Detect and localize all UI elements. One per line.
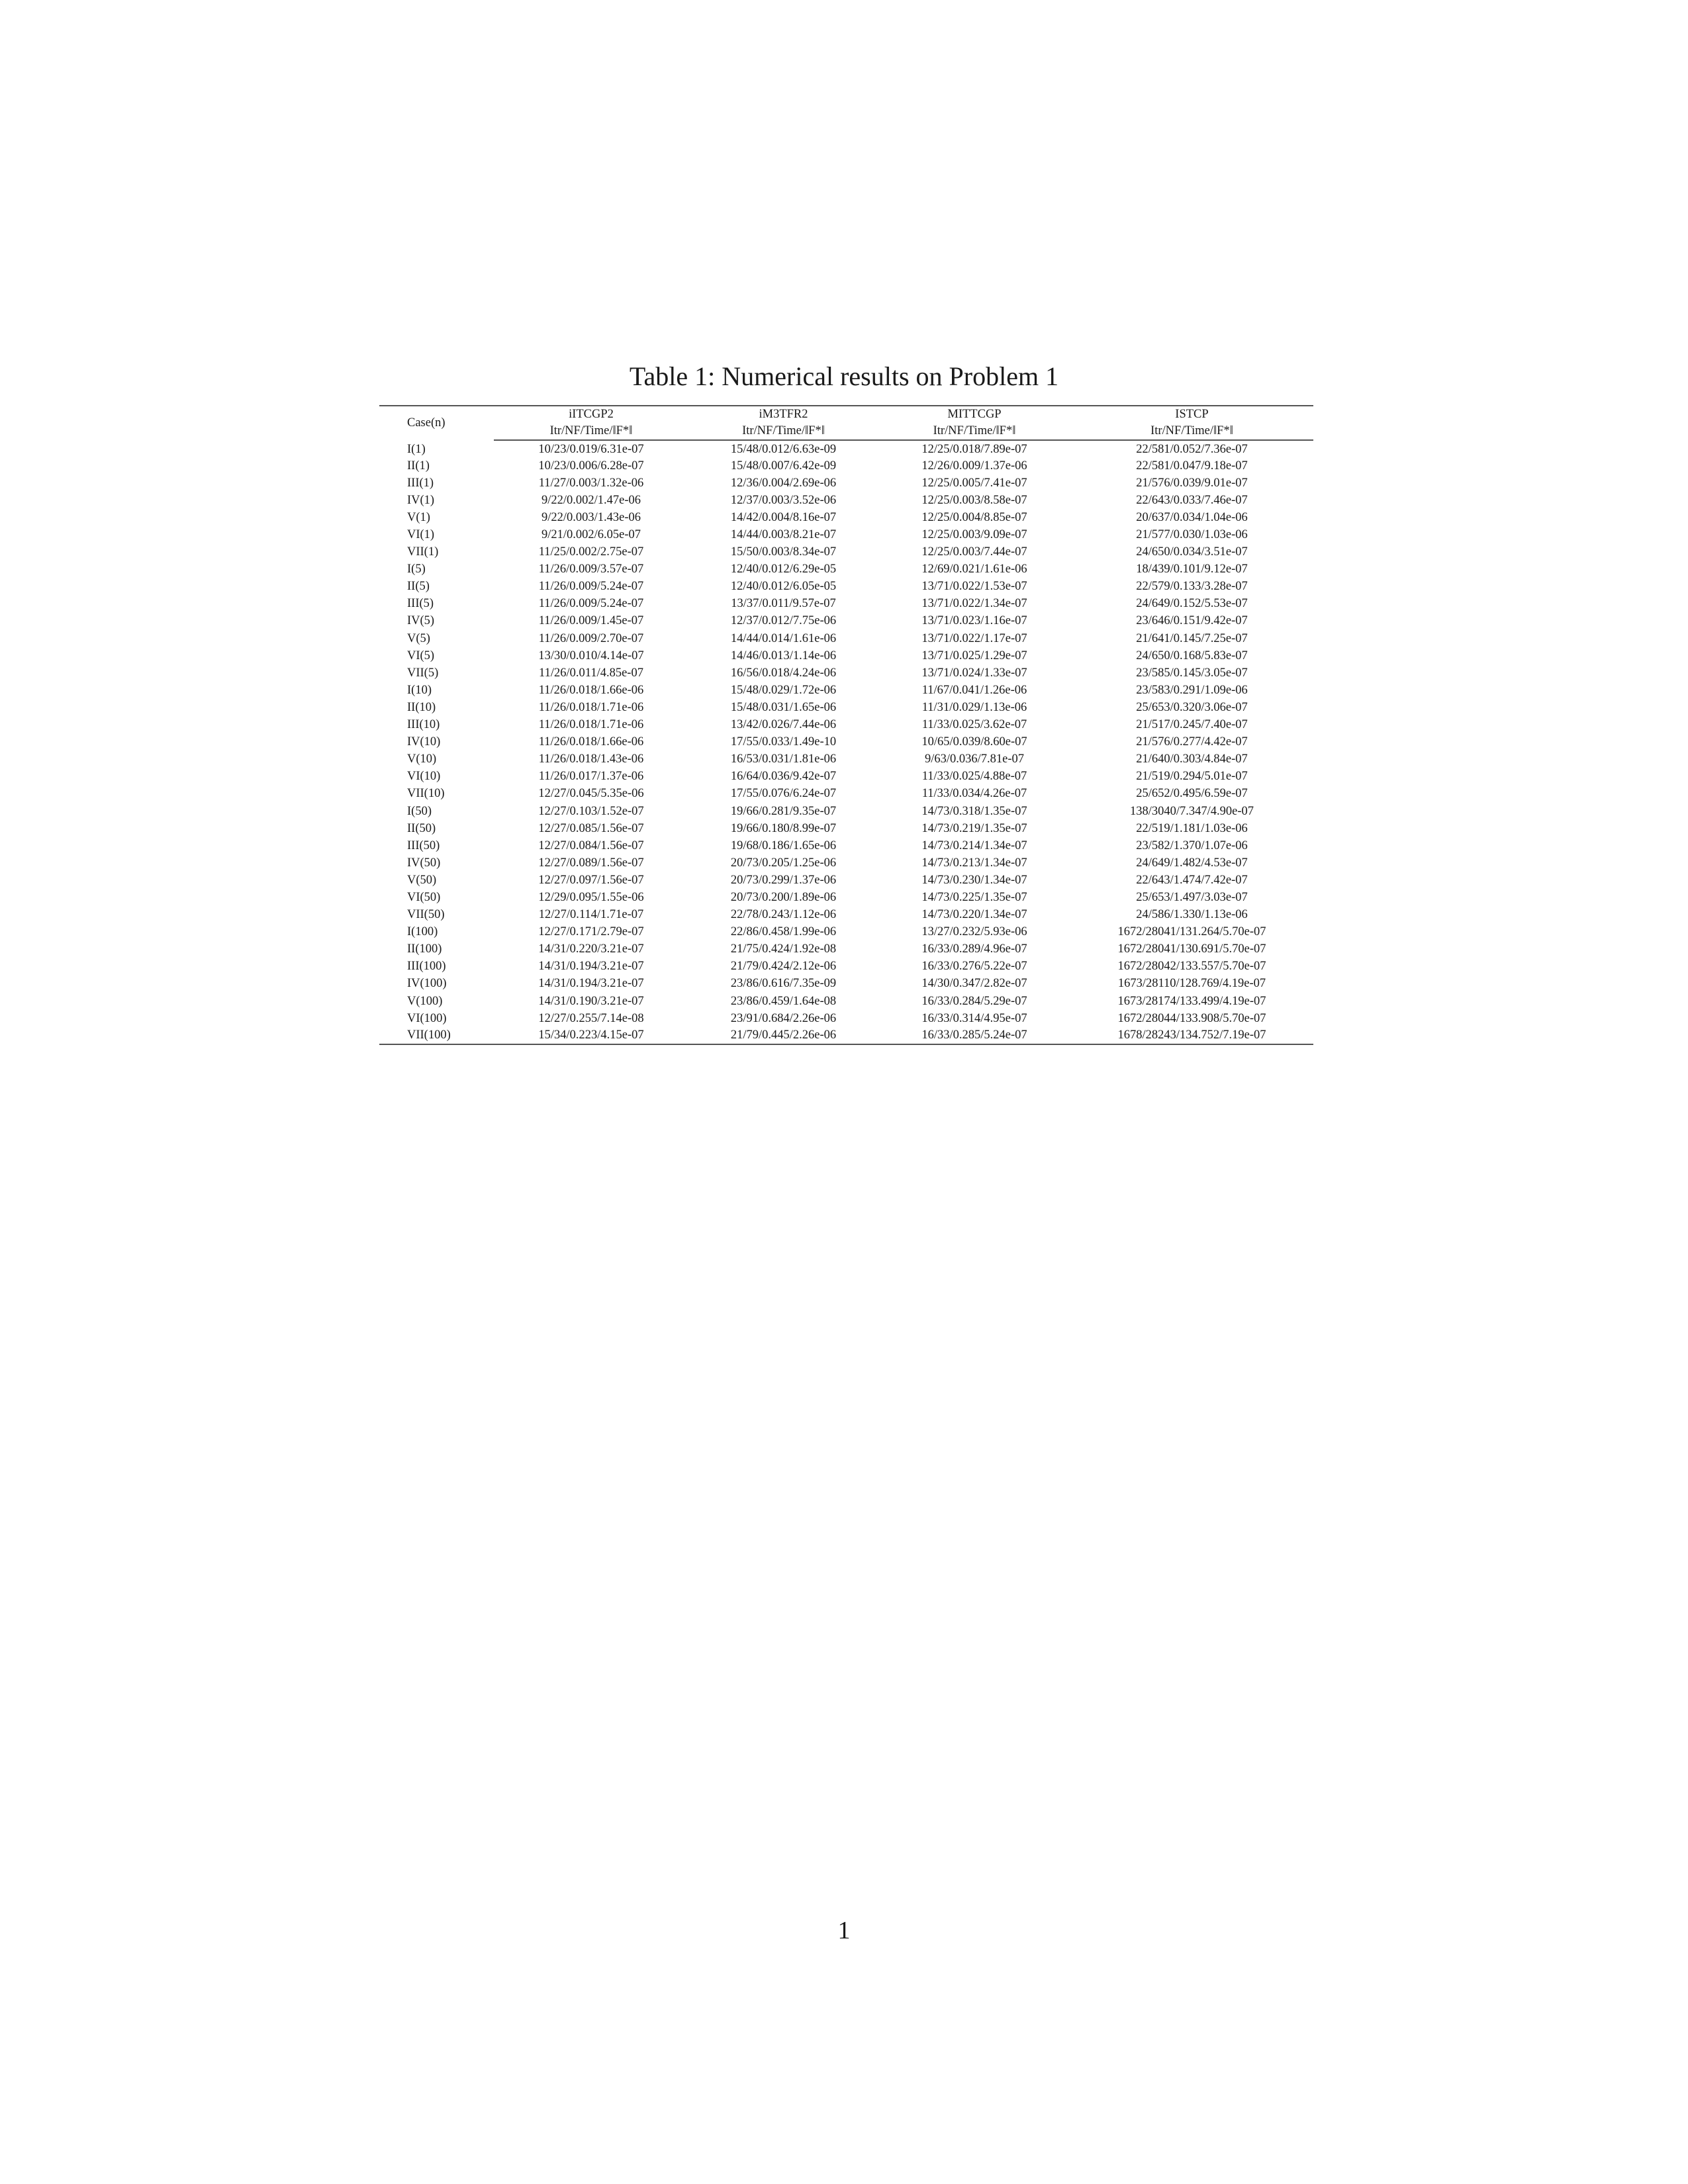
table-row [379, 837, 1313, 854]
mittcgp-cell: 14/30/0.347/2.82e-07 [921, 977, 1027, 991]
table-row [379, 475, 1313, 492]
im3tfr2-cell: 14/46/0.013/1.14e-06 [730, 649, 837, 662]
im3tfr2-cell: 20/73/0.205/1.25e-06 [730, 856, 837, 870]
metric-subheader: Itr/NF/Time/‖F*‖ [688, 423, 878, 440]
mittcgp-cell: 14/73/0.225/1.35e-07 [921, 890, 1027, 904]
case-cell: VI(5) [407, 649, 435, 662]
iitcgp2-cell: 12/27/0.085/1.56e-07 [538, 821, 644, 835]
mittcgp-cell: 16/33/0.284/5.29e-07 [921, 994, 1027, 1008]
case-cell: IV(100) [407, 977, 447, 991]
table-row [379, 561, 1313, 578]
case-cell: III(1) [407, 476, 434, 490]
iitcgp2-cell: 12/27/0.114/1.71e-07 [538, 908, 644, 922]
case-cell: IV(1) [407, 493, 435, 507]
mittcgp-cell: 14/73/0.213/1.34e-07 [921, 856, 1027, 870]
mittcgp-cell: 11/31/0.029/1.13e-06 [921, 700, 1027, 714]
istcp-cell: 21/577/0.030/1.03e-06 [1136, 528, 1248, 542]
case-cell: I(1) [407, 442, 426, 456]
mittcgp-cell: 12/25/0.004/8.85e-07 [921, 510, 1027, 524]
im3tfr2-cell: 20/73/0.299/1.37e-06 [730, 873, 837, 887]
mittcgp-cell: 11/33/0.034/4.26e-07 [921, 787, 1027, 801]
mittcgp-cell: 12/25/0.003/7.44e-07 [921, 545, 1027, 559]
mittcgp-cell: 12/25/0.003/9.09e-07 [921, 528, 1027, 542]
mittcgp-cell: 13/27/0.232/5.93e-06 [921, 925, 1027, 939]
iitcgp2-cell: 14/31/0.190/3.21e-07 [538, 994, 644, 1008]
istcp-cell: 25/653/1.497/3.03e-07 [1136, 890, 1248, 904]
table-row [379, 820, 1313, 837]
im3tfr2-cell: 12/37/0.003/3.52e-06 [730, 493, 837, 507]
iitcgp2-cell: 12/27/0.255/7.14e-08 [538, 1011, 644, 1025]
iitcgp2-cell: 12/27/0.045/5.35e-06 [538, 787, 644, 801]
istcp-cell: 24/586/1.330/1.13e-06 [1136, 908, 1248, 922]
im3tfr2-cell: 14/44/0.003/8.21e-07 [730, 528, 837, 542]
case-cell: I(100) [407, 925, 438, 939]
case-cell: V(1) [407, 510, 430, 524]
iitcgp2-cell: 12/27/0.171/2.79e-07 [538, 925, 644, 939]
table-row [379, 941, 1313, 958]
iitcgp2-cell: 14/31/0.220/3.21e-07 [538, 942, 644, 956]
istcp-cell: 21/641/0.145/7.25e-07 [1136, 631, 1248, 645]
mittcgp-cell: 13/71/0.022/1.17e-07 [921, 631, 1027, 645]
iitcgp2-cell: 14/31/0.194/3.21e-07 [538, 977, 644, 991]
iitcgp2-cell: 10/23/0.019/6.31e-07 [538, 443, 644, 457]
istcp-cell: 21/576/0.277/4.42e-07 [1136, 735, 1248, 749]
case-cell: IV(50) [407, 856, 441, 870]
mittcgp-cell: 12/69/0.021/1.61e-06 [921, 563, 1027, 576]
iitcgp2-cell: 9/21/0.002/6.05e-07 [541, 528, 641, 542]
case-cell: IV(10) [407, 735, 441, 749]
method-header-mittcgp: MITTCGP [947, 408, 1002, 421]
case-cell: VI(50) [407, 890, 441, 904]
im3tfr2-cell: 19/68/0.186/1.65e-06 [730, 839, 837, 852]
table-row [379, 976, 1313, 993]
iitcgp2-cell: 12/29/0.095/1.55e-06 [538, 890, 644, 904]
mittcgp-cell: 13/71/0.022/1.34e-07 [921, 597, 1027, 611]
mittcgp-cell: 10/65/0.039/8.60e-07 [921, 735, 1027, 749]
iitcgp2-cell: 11/26/0.011/4.85e-07 [539, 666, 643, 680]
table-row [379, 596, 1313, 613]
method-header-im3tfr2: iM3TFR2 [759, 408, 808, 421]
mittcgp-cell: 12/25/0.018/7.89e-07 [921, 443, 1027, 457]
im3tfr2-cell: 15/48/0.007/6.42e-09 [730, 459, 837, 473]
iitcgp2-cell: 13/30/0.010/4.14e-07 [538, 649, 644, 662]
iitcgp2-cell: 11/26/0.018/1.71e-06 [538, 718, 644, 732]
im3tfr2-cell: 15/48/0.012/6.63e-09 [730, 443, 837, 457]
iitcgp2-cell: 15/34/0.223/4.15e-07 [538, 1028, 644, 1042]
metric-subheader: Itr/NF/Time/‖F*‖ [878, 423, 1070, 440]
case-cell: I(50) [407, 804, 432, 818]
im3tfr2-cell: 12/40/0.012/6.29e-05 [730, 563, 837, 576]
im3tfr2-cell: 22/78/0.243/1.12e-06 [730, 908, 837, 922]
istcp-cell: 20/637/0.034/1.04e-06 [1136, 510, 1248, 524]
case-cell: I(5) [407, 563, 426, 576]
im3tfr2-cell: 16/64/0.036/9.42e-07 [730, 770, 837, 784]
iitcgp2-cell: 14/31/0.194/3.21e-07 [538, 960, 644, 974]
im3tfr2-cell: 23/91/0.684/2.26e-06 [730, 1011, 837, 1025]
istcp-cell: 1678/28243/134.752/7.19e-07 [1117, 1028, 1266, 1042]
iitcgp2-cell: 9/22/0.003/1.43e-06 [541, 510, 641, 524]
istcp-cell: 1673/28174/133.499/4.19e-07 [1117, 994, 1266, 1008]
iitcgp2-cell: 12/27/0.103/1.52e-07 [538, 804, 644, 818]
metric-subheader: Itr/NF/Time/‖F*‖ [1070, 423, 1313, 440]
table-row [379, 751, 1313, 768]
case-cell: VII(5) [407, 666, 439, 680]
istcp-cell: 1672/28041/130.691/5.70e-07 [1117, 942, 1266, 956]
case-cell: V(10) [407, 752, 437, 766]
istcp-cell: 18/439/0.101/9.12e-07 [1136, 563, 1248, 576]
page-number: 1 [837, 1917, 851, 1944]
table-row [379, 509, 1313, 526]
table-row [379, 699, 1313, 716]
istcp-cell: 24/650/0.168/5.83e-07 [1136, 649, 1248, 662]
case-cell: VI(1) [407, 528, 435, 542]
case-cell: II(50) [407, 821, 436, 835]
case-cell: II(10) [407, 700, 436, 714]
im3tfr2-cell: 12/36/0.004/2.69e-06 [730, 476, 837, 490]
istcp-cell: 21/519/0.294/5.01e-07 [1136, 770, 1248, 784]
table-row [379, 630, 1313, 647]
table-row [379, 664, 1313, 682]
table-body [379, 440, 1313, 1044]
mittcgp-cell: 13/71/0.023/1.16e-07 [921, 614, 1027, 628]
istcp-cell: 22/579/0.133/3.28e-07 [1136, 580, 1248, 594]
istcp-cell: 22/519/1.181/1.03e-06 [1136, 821, 1248, 835]
iitcgp2-cell: 12/27/0.084/1.56e-07 [538, 839, 644, 852]
metric-subheader: Itr/NF/Time/‖F*‖ [494, 423, 688, 440]
case-cell: VII(50) [407, 908, 445, 922]
im3tfr2-cell: 19/66/0.281/9.35e-07 [730, 804, 837, 818]
iitcgp2-cell: 12/27/0.089/1.56e-07 [538, 856, 644, 870]
case-cell: VI(100) [407, 1011, 447, 1025]
results-table [379, 405, 1313, 1045]
istcp-cell: 23/646/0.151/9.42e-07 [1136, 614, 1248, 628]
iitcgp2-cell: 11/26/0.018/1.66e-06 [538, 735, 644, 749]
im3tfr2-cell: 23/86/0.616/7.35e-09 [730, 977, 837, 991]
im3tfr2-cell: 17/55/0.076/6.24e-07 [730, 787, 837, 801]
im3tfr2-cell: 12/37/0.012/7.75e-06 [730, 614, 837, 628]
table-row [379, 717, 1313, 734]
im3tfr2-cell: 16/56/0.018/4.24e-06 [730, 666, 837, 680]
im3tfr2-cell: 15/48/0.029/1.72e-06 [730, 683, 837, 697]
im3tfr2-cell: 13/37/0.011/9.57e-07 [731, 597, 836, 611]
iitcgp2-cell: 12/27/0.097/1.56e-07 [538, 873, 644, 887]
table-row [379, 526, 1313, 543]
istcp-cell: 23/585/0.145/3.05e-07 [1136, 666, 1248, 680]
mittcgp-cell: 12/26/0.009/1.37e-06 [921, 459, 1027, 473]
istcp-cell: 23/583/0.291/1.09e-06 [1136, 683, 1248, 697]
im3tfr2-cell: 21/75/0.424/1.92e-08 [730, 942, 837, 956]
mittcgp-cell: 9/63/0.036/7.81e-07 [924, 752, 1025, 766]
table-row [379, 803, 1313, 820]
iitcgp2-cell: 11/26/0.009/1.45e-07 [538, 614, 644, 628]
im3tfr2-cell: 17/55/0.033/1.49e-10 [730, 735, 837, 749]
case-cell: II(5) [407, 580, 430, 594]
iitcgp2-cell: 11/26/0.018/1.43e-06 [538, 752, 644, 766]
table-row [379, 457, 1313, 475]
table-row [379, 544, 1313, 561]
table-caption: Table 1: Numerical results on Problem 1 [629, 361, 1059, 391]
case-cell: V(5) [407, 631, 430, 645]
istcp-cell: 22/643/1.474/7.42e-07 [1136, 873, 1248, 887]
mittcgp-cell: 12/25/0.003/8.58e-07 [921, 493, 1027, 507]
istcp-cell: 1672/28042/133.557/5.70e-07 [1117, 960, 1266, 974]
mittcgp-cell: 13/71/0.024/1.33e-07 [921, 666, 1027, 680]
case-cell: V(50) [407, 873, 437, 887]
table-row [379, 768, 1313, 786]
istcp-cell: 25/653/0.320/3.06e-07 [1136, 700, 1248, 714]
table-row [379, 854, 1313, 872]
table-row [379, 440, 1313, 457]
istcp-cell: 21/640/0.303/4.84e-07 [1136, 752, 1248, 766]
im3tfr2-cell: 13/42/0.026/7.44e-06 [730, 718, 837, 732]
istcp-cell: 23/582/1.370/1.07e-06 [1136, 839, 1248, 852]
method-header-iitcgp2: iITCGP2 [569, 408, 614, 421]
mittcgp-cell: 14/73/0.230/1.34e-07 [921, 873, 1027, 887]
mittcgp-cell: 16/33/0.289/4.96e-07 [921, 942, 1027, 956]
im3tfr2-cell: 14/42/0.004/8.16e-07 [730, 510, 837, 524]
case-cell: VII(10) [407, 787, 445, 801]
table-row [379, 958, 1313, 976]
iitcgp2-cell: 11/26/0.017/1.37e-06 [538, 770, 644, 784]
mittcgp-cell: 11/33/0.025/3.62e-07 [921, 718, 1027, 732]
iitcgp2-cell: 11/25/0.002/2.75e-07 [538, 545, 644, 559]
im3tfr2-cell: 23/86/0.459/1.64e-08 [730, 994, 837, 1008]
iitcgp2-cell: 11/26/0.009/5.24e-07 [538, 597, 644, 611]
istcp-cell: 24/649/0.152/5.53e-07 [1136, 597, 1248, 611]
im3tfr2-cell: 19/66/0.180/8.99e-07 [730, 821, 837, 835]
im3tfr2-cell: 21/79/0.424/2.12e-06 [730, 960, 837, 974]
table-row [379, 578, 1313, 596]
im3tfr2-cell: 16/53/0.031/1.81e-06 [730, 752, 837, 766]
istcp-cell: 1672/28044/133.908/5.70e-07 [1117, 1011, 1266, 1025]
case-cell: VII(100) [407, 1028, 451, 1042]
istcp-cell: 22/643/0.033/7.46e-07 [1136, 493, 1248, 507]
iitcgp2-cell: 9/22/0.002/1.47e-06 [541, 493, 641, 507]
istcp-cell: 22/581/0.052/7.36e-07 [1136, 443, 1248, 457]
case-cell: II(1) [407, 459, 430, 473]
istcp-cell: 24/649/1.482/4.53e-07 [1136, 856, 1248, 870]
istcp-cell: 22/581/0.047/9.18e-07 [1136, 459, 1248, 473]
im3tfr2-cell: 14/44/0.014/1.61e-06 [730, 631, 837, 645]
mittcgp-cell: 14/73/0.219/1.35e-07 [921, 821, 1027, 835]
mittcgp-cell: 16/33/0.314/4.95e-07 [921, 1011, 1027, 1025]
im3tfr2-cell: 12/40/0.012/6.05e-05 [730, 580, 837, 594]
istcp-cell: 1673/28110/128.769/4.19e-07 [1117, 977, 1266, 991]
table-row [379, 492, 1313, 509]
table-row [379, 647, 1313, 664]
mittcgp-cell: 16/33/0.276/5.22e-07 [921, 960, 1027, 974]
case-cell: I(10) [407, 683, 432, 697]
im3tfr2-cell: 15/50/0.003/8.34e-07 [730, 545, 837, 559]
table-row [379, 1027, 1313, 1044]
case-cell: III(5) [407, 597, 434, 611]
case-cell: III(100) [407, 960, 446, 974]
im3tfr2-cell: 20/73/0.200/1.89e-06 [730, 890, 837, 904]
mittcgp-cell: 11/33/0.025/4.88e-07 [921, 770, 1027, 784]
iitcgp2-cell: 11/26/0.009/5.24e-07 [538, 580, 644, 594]
iitcgp2-cell: 11/26/0.009/2.70e-07 [538, 631, 644, 645]
mittcgp-cell: 14/73/0.214/1.34e-07 [921, 839, 1027, 852]
case-cell: IV(5) [407, 614, 435, 628]
table-row [379, 889, 1313, 906]
istcp-cell: 24/650/0.034/3.51e-07 [1136, 545, 1248, 559]
case-cell: II(100) [407, 942, 442, 956]
case-cell: III(10) [407, 718, 440, 732]
iitcgp2-cell: 11/26/0.018/1.71e-06 [538, 700, 644, 714]
table-row [379, 734, 1313, 751]
case-cell: III(50) [407, 839, 440, 852]
table-row [379, 872, 1313, 889]
mittcgp-cell: 13/71/0.022/1.53e-07 [921, 580, 1027, 594]
im3tfr2-cell: 22/86/0.458/1.99e-06 [730, 925, 837, 939]
mittcgp-cell: 12/25/0.005/7.41e-07 [921, 476, 1027, 490]
istcp-cell: 25/652/0.495/6.59e-07 [1136, 787, 1248, 801]
iitcgp2-cell: 10/23/0.006/6.28e-07 [538, 459, 644, 473]
iitcgp2-cell: 11/27/0.003/1.32e-06 [538, 476, 644, 490]
method-header-istcp: ISTCP [1175, 408, 1209, 421]
iitcgp2-cell: 11/26/0.009/3.57e-07 [538, 563, 644, 576]
table-row [379, 682, 1313, 699]
istcp-cell: 21/517/0.245/7.40e-07 [1136, 718, 1248, 732]
mittcgp-cell: 13/71/0.025/1.29e-07 [921, 649, 1027, 662]
im3tfr2-cell: 21/79/0.445/2.26e-06 [730, 1028, 837, 1042]
istcp-cell: 138/3040/7.347/4.90e-07 [1129, 804, 1254, 818]
case-cell: VII(1) [407, 545, 439, 559]
case-cell: V(100) [407, 994, 443, 1008]
case-cell: VI(10) [407, 770, 441, 784]
istcp-cell: 1672/28041/131.264/5.70e-07 [1117, 925, 1266, 939]
istcp-cell: 21/576/0.039/9.01e-07 [1136, 476, 1248, 490]
table-row [379, 1010, 1313, 1027]
im3tfr2-cell: 15/48/0.031/1.65e-06 [730, 700, 837, 714]
table-row [379, 907, 1313, 924]
table-row [379, 613, 1313, 630]
mittcgp-cell: 14/73/0.220/1.34e-07 [921, 908, 1027, 922]
table-row [379, 993, 1313, 1010]
table-row [379, 924, 1313, 941]
mittcgp-cell: 14/73/0.318/1.35e-07 [921, 804, 1027, 818]
mittcgp-cell: 16/33/0.285/5.24e-07 [921, 1028, 1027, 1042]
case-column-header: Case(n) [407, 416, 445, 430]
table-row [379, 786, 1313, 803]
iitcgp2-cell: 11/26/0.018/1.66e-06 [538, 683, 644, 697]
mittcgp-cell: 11/67/0.041/1.26e-06 [921, 683, 1027, 697]
